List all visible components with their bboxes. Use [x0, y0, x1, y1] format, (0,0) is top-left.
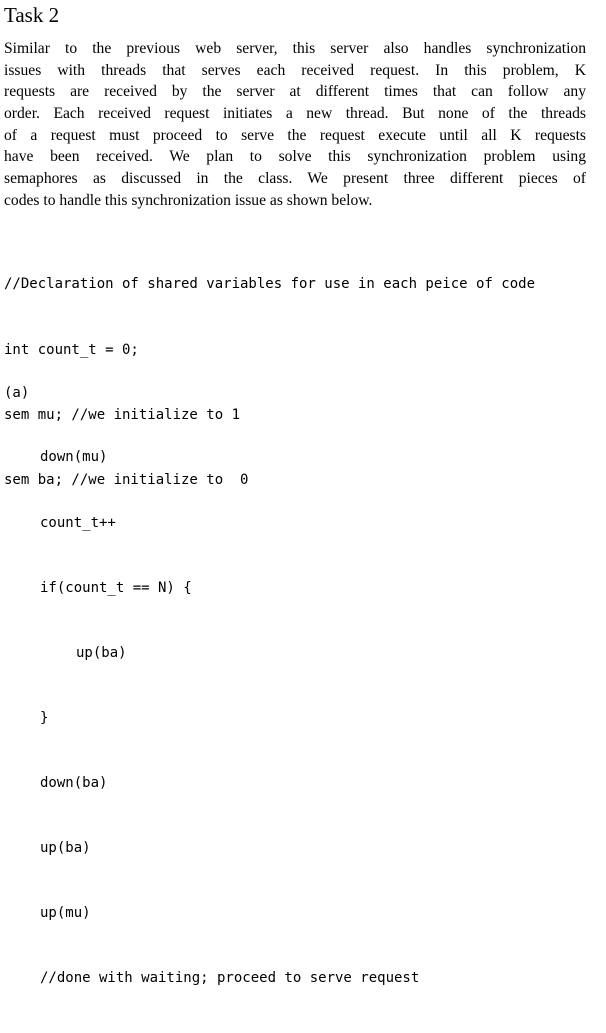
code-line: down(mu) — [40, 449, 108, 466]
code-line: up(ba) — [76, 644, 127, 661]
task-title: Task 2 — [4, 3, 60, 27]
code-line: down(ba) — [40, 774, 108, 791]
paragraph-line: have been received. We plan to solve this synchronization problem using — [4, 148, 586, 166]
paragraph-line: semaphores as discussed in the class. We present three different pieces of — [4, 170, 586, 188]
part-a-label: (a) — [4, 385, 30, 401]
code-line: //done with waiting; proceed to serve request — [40, 970, 420, 987]
paragraph-line: requests are received by the server at different times that can follow any — [4, 83, 586, 101]
code-line: int count_t = 0; — [4, 341, 139, 358]
paragraph-line: order. Each received request initiates a new thread. But none of the threads — [4, 105, 586, 123]
paragraph-line: Similar to the previous web server, this server also handles synchronization — [4, 40, 586, 57]
paragraph-line: issues with threads that serves each received request. In this problem, K — [4, 61, 586, 79]
code-line: up(ba) — [40, 839, 91, 856]
code-line: count_t++ — [40, 514, 116, 531]
code-line: sem ba; //we initialize to 0 — [4, 471, 249, 488]
part-a-code — [40, 404, 419, 1033]
paragraph-line: of a request must proceed to serve the request execute until all K requests — [4, 126, 586, 144]
paragraph-line: codes to handle this synchronization issue as shown below. — [4, 191, 373, 209]
code-line: } — [40, 709, 49, 726]
code-line: sem mu; //we initialize to 1 — [4, 406, 241, 423]
code-line: up(mu) — [40, 905, 91, 922]
problem-description — [4, 38, 586, 212]
code-line: //Declaration of shared variables for use in each peice of code — [4, 276, 536, 293]
code-line: if(count_t == N) { — [40, 579, 192, 596]
